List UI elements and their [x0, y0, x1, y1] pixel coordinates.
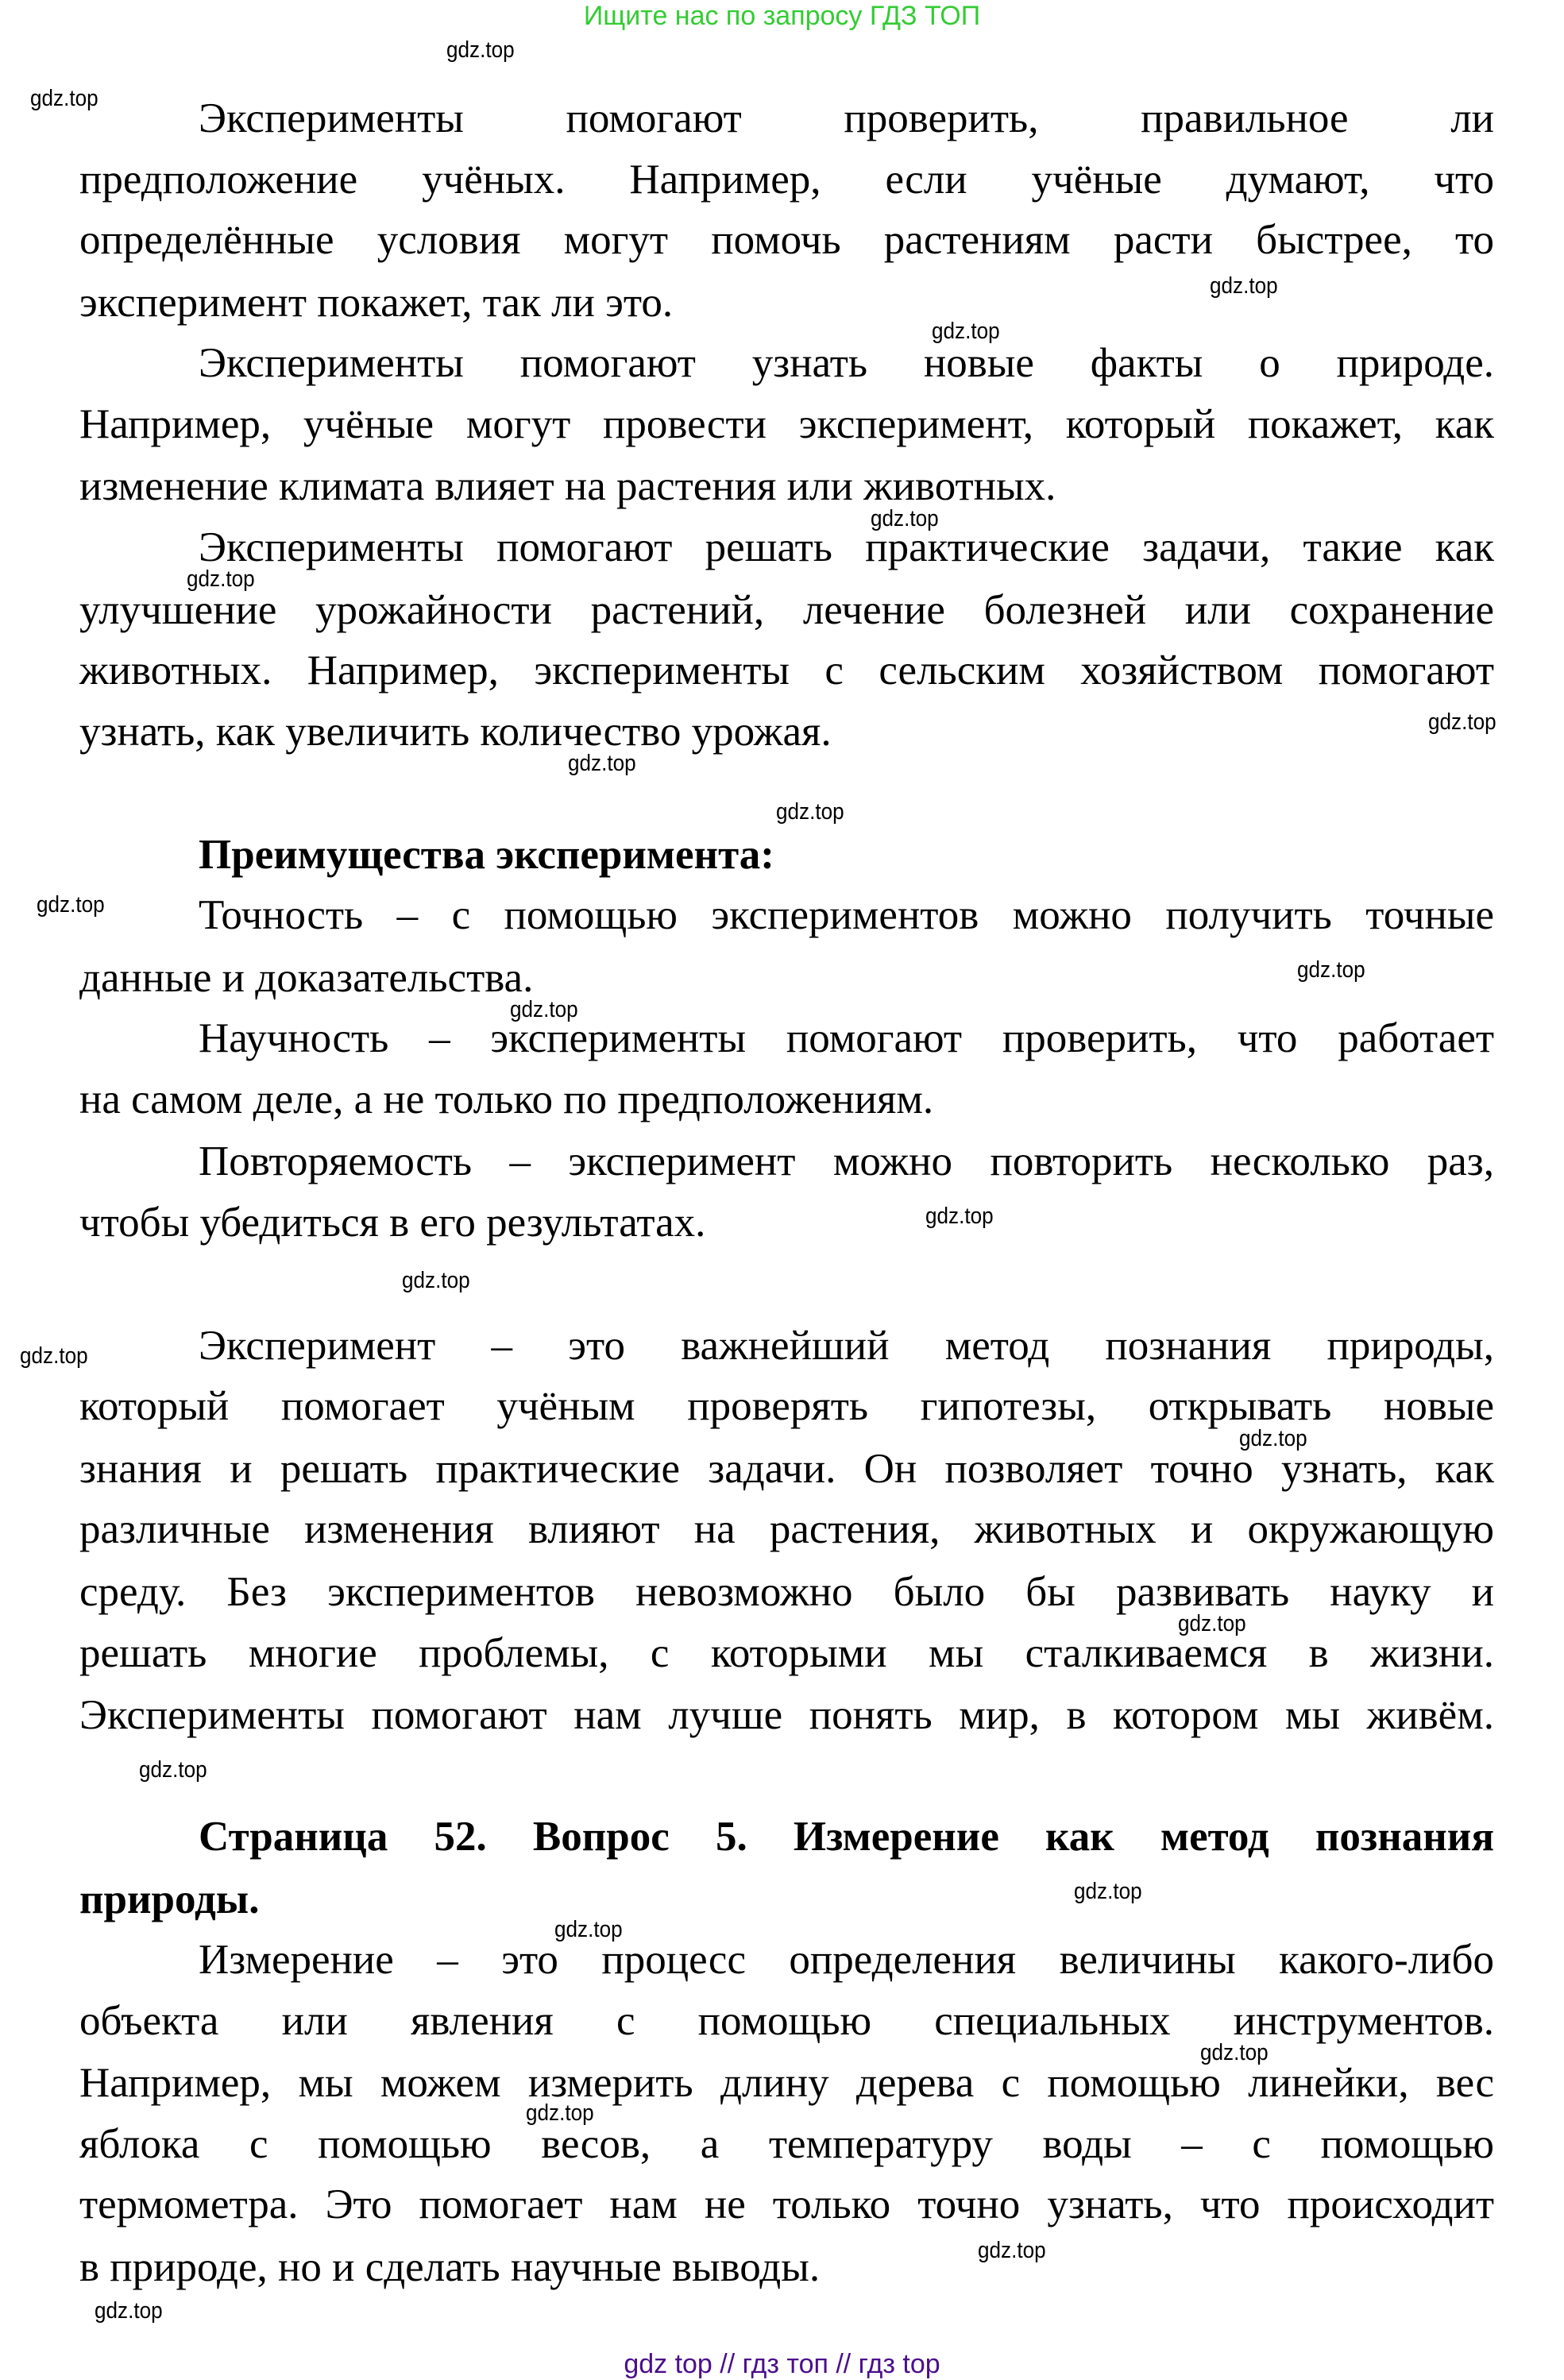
text-line: животных. Например, эксперименты с сельским хозяйством помогают	[79, 647, 1494, 694]
watermark-text: gdz.top	[37, 891, 105, 918]
watermark-text: gdz.top	[932, 319, 1000, 345]
watermark-text: gdz.top	[1073, 1879, 1142, 1905]
text-line: объекта или явления с помощью специальных инструментов.	[79, 1997, 1494, 2044]
section-heading: Страница 52. Вопрос 5. Измерение как метод познания	[199, 1814, 1494, 1860]
watermark-text: gdz.top	[19, 1343, 88, 1370]
text-line: Измерение – это процесс определения величины какого-либо	[199, 1937, 1494, 1984]
text-line: предположение учёных. Например, если учёные думают, что	[79, 156, 1494, 203]
text-line: Например, учёные могут провести эксперимент, который покажет, как	[79, 401, 1494, 447]
text-line: изменение климата влияет на растения или животных.	[79, 463, 1056, 510]
watermark-text: gdz.top	[1428, 709, 1496, 736]
text-line: термометра. Это помогает нам не только точно узнать, что происходит	[79, 2181, 1494, 2228]
text-line: среду. Без экспериментов невозможно было бы развивать науку и	[79, 1568, 1494, 1615]
watermark-text: gdz.top	[446, 37, 515, 64]
watermark-text: gdz.top	[1238, 1425, 1307, 1451]
watermark-text: gdz.top	[568, 750, 636, 776]
text-line: улучшение урожайности растений, лечение болезней или сохранение	[79, 586, 1494, 633]
text-line: Эксперимент – это важнейший метод познания природы,	[199, 1322, 1494, 1369]
text-line: эксперимент покажет, так ли это.	[79, 279, 674, 326]
text-line: Повторяемость – эксперимент можно повторить несколько раз,	[199, 1138, 1494, 1185]
text-line: Эксперименты помогают нам лучше понять мир, в котором мы живём.	[79, 1691, 1494, 1738]
text-line: знания и решать практические задачи. Он позволяет точно узнать, как	[79, 1445, 1494, 1492]
bottom-banner[interactable]: gdz top // гдз топ // гдз top	[624, 2349, 940, 2379]
top-banner[interactable]: Ищите нас по запросу ГДЗ ТОП	[583, 1, 981, 31]
text-line: узнать, как увеличить количество урожая.	[79, 708, 832, 755]
watermark-text: gdz.top	[95, 2298, 163, 2324]
text-line: Эксперименты помогают узнать новые факты о природе.	[199, 340, 1494, 387]
watermark-text: gdz.top	[871, 505, 939, 531]
watermark-text: gdz.top	[977, 2237, 1046, 2263]
text-line: на самом деле, а не только по предположениям.	[79, 1076, 934, 1122]
watermark-text: gdz.top	[554, 1916, 623, 1942]
watermark-text: gdz.top	[925, 1204, 994, 1230]
text-line: различные изменения влияют на растения, животных и окружающую	[79, 1506, 1494, 1553]
text-line: чтобы убедиться в его результатах.	[79, 1199, 706, 1246]
watermark-text: gdz.top	[186, 566, 255, 593]
text-line: Точность – с помощью экспериментов можно получить точные	[199, 892, 1494, 939]
watermark-text: gdz.top	[1296, 957, 1365, 983]
watermark-text: gdz.top	[30, 86, 99, 112]
watermark-text: gdz.top	[1200, 2039, 1269, 2065]
watermark-text: gdz.top	[138, 1756, 207, 1783]
text-line: данные и доказательства.	[79, 954, 534, 1001]
text-line: решать многие проблемы, с которыми мы сталкиваемся в жизни.	[79, 1629, 1494, 1676]
watermark-text: gdz.top	[525, 2100, 594, 2127]
text-line: в природе, но и сделать научные выводы.	[79, 2243, 821, 2290]
text-line: Эксперименты помогают решать практические задачи, такие как	[199, 524, 1494, 571]
section-heading: природы.	[79, 1876, 260, 1922]
watermark-text: gdz.top	[775, 799, 844, 825]
watermark-text: gdz.top	[1210, 272, 1278, 299]
text-line: определённые условия могут помочь растениям расти быстрее, то	[79, 217, 1494, 264]
section-heading: Преимущества эксперимента:	[199, 831, 774, 878]
watermark-text: gdz.top	[510, 996, 578, 1022]
text-line: Эксперименты помогают проверить, правильное ли	[199, 95, 1494, 142]
text-line: яблока с помощью весов, а температуру воды – с помощью	[79, 2120, 1494, 2167]
watermark-text: gdz.top	[401, 1267, 470, 1293]
text-line: Научность – эксперименты помогают проверить, что работает	[199, 1015, 1494, 1062]
text-line: который помогает учёным проверять гипотезы, открывать новые	[79, 1383, 1494, 1430]
text-line: Например, мы можем измерить длину дерева с помощью линейки, вес	[79, 2060, 1494, 2107]
watermark-text: gdz.top	[1177, 1611, 1246, 1637]
